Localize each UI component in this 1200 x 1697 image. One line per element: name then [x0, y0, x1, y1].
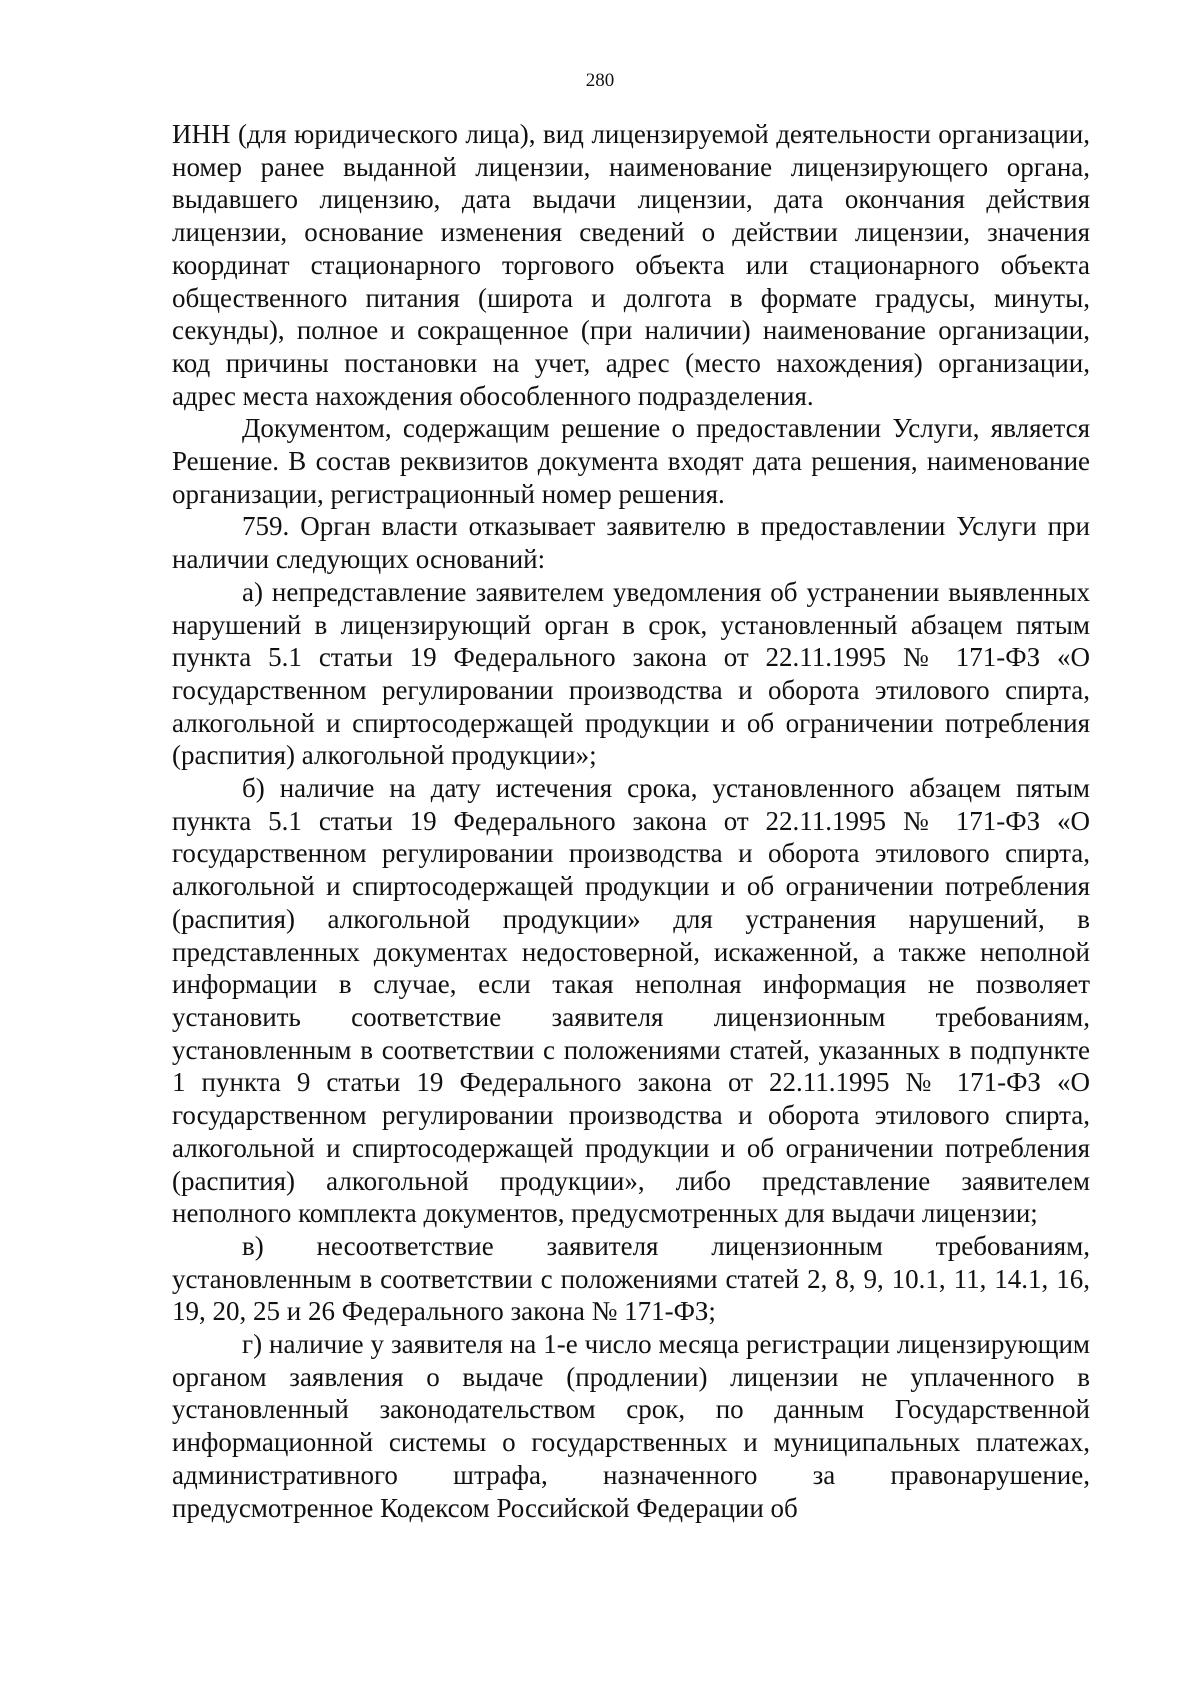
paragraph-item-g: г) наличие у заявителя на 1-е число месяца регистрации лицензирующим органом заявления о выдаче (продлении) лицензии не уплаченного в установленный законодательством срок, по данным Государственной информационной системы о государственных и муниципальных платежах, административного штрафа, назначенного за правонарушение, предусмотренное Кодексом Российской Федерации об: [172, 1329, 1090, 1523]
paragraph-759-refusal-grounds: 759. Орган власти отказывает заявителю в предоставлении Услуги при наличии следующих оснований:: [172, 511, 1090, 575]
paragraph-decision-document: Документом, содержащим решение о предоставлении Услуги, является Решение. В состав реквизитов документа входят дата решения, наименование организации, регистрационный номер решения.: [172, 413, 1090, 509]
paragraph-inn-details: ИНН (для юридического лица), вид лицензируемой деятельности организации, номер ранее выданной лицензии, наименование лицензирующего органа, выдавшего лицензию, дата выдачи лицензии, дата окончания действия лицензии, основание изменения сведений о действии лицензии, значения координат стационарного торгового объекта или стационарного объекта общественного питания (широта и долгота в формате градусы, минуты, секунды), полное и сокращенное (при наличии) наименование организации, код причины постановки на учет, адрес (место нахождения) организации, адрес места нахождения обособленного подразделения.: [172, 119, 1090, 411]
paragraph-item-v: в) несоответствие заявителя лицензионным требованиям, установленным в соответствии с положениями статей 2, 8, 9, 10.1, 11, 14.1, 16, 19, 20, 25 и 26 Федерального закона № 171-ФЗ;: [172, 1230, 1090, 1327]
document-body: [172, 118, 1090, 1524]
page-number: 280: [585, 70, 615, 91]
paragraph-item-b: б) наличие на дату истечения срока, установленного абзацем пятым пункта 5.1 статьи 19 Федерального закона от 22.11.1995 № 171-ФЗ «О государственном регулировании производства и оборота этилового спирта, алкогольной и спиртосодержащей продукции и об ограничении потребления (распития) алкогольной продукции» для устранения нарушений, в представленных документах недостоверной, искаженной, а также неполной информации в случае, если такая неполная информация не позволяет установить соответствие заявителя лицензионным требованиям, установленным в соответствии с положениями статей, указанных в подпункте 1 пункта 9 статьи 19 Федерального закона от 22.11.1995 № 171-ФЗ «О государственном регулировании производства и оборота этилового спирта, алкогольной и спиртосодержащей продукции и об ограничении потребления (распития) алкогольной продукции», либо представление заявителем неполного комплекта документов, предусмотренных для выдачи лицензии;: [172, 773, 1090, 1229]
paragraph-item-a: а) непредставление заявителем уведомления об устранении выявленных нарушений в лицензирующий орган в срок, установленный абзацем пятым пункта 5.1 статьи 19 Федерального закона от 22.11.1995 № 171-ФЗ «О государственном регулировании производства и оборота этилового спирта, алкогольной и спиртосодержащей продукции и об ограничении потребления (распития) алкогольной продукции»;: [172, 576, 1090, 771]
